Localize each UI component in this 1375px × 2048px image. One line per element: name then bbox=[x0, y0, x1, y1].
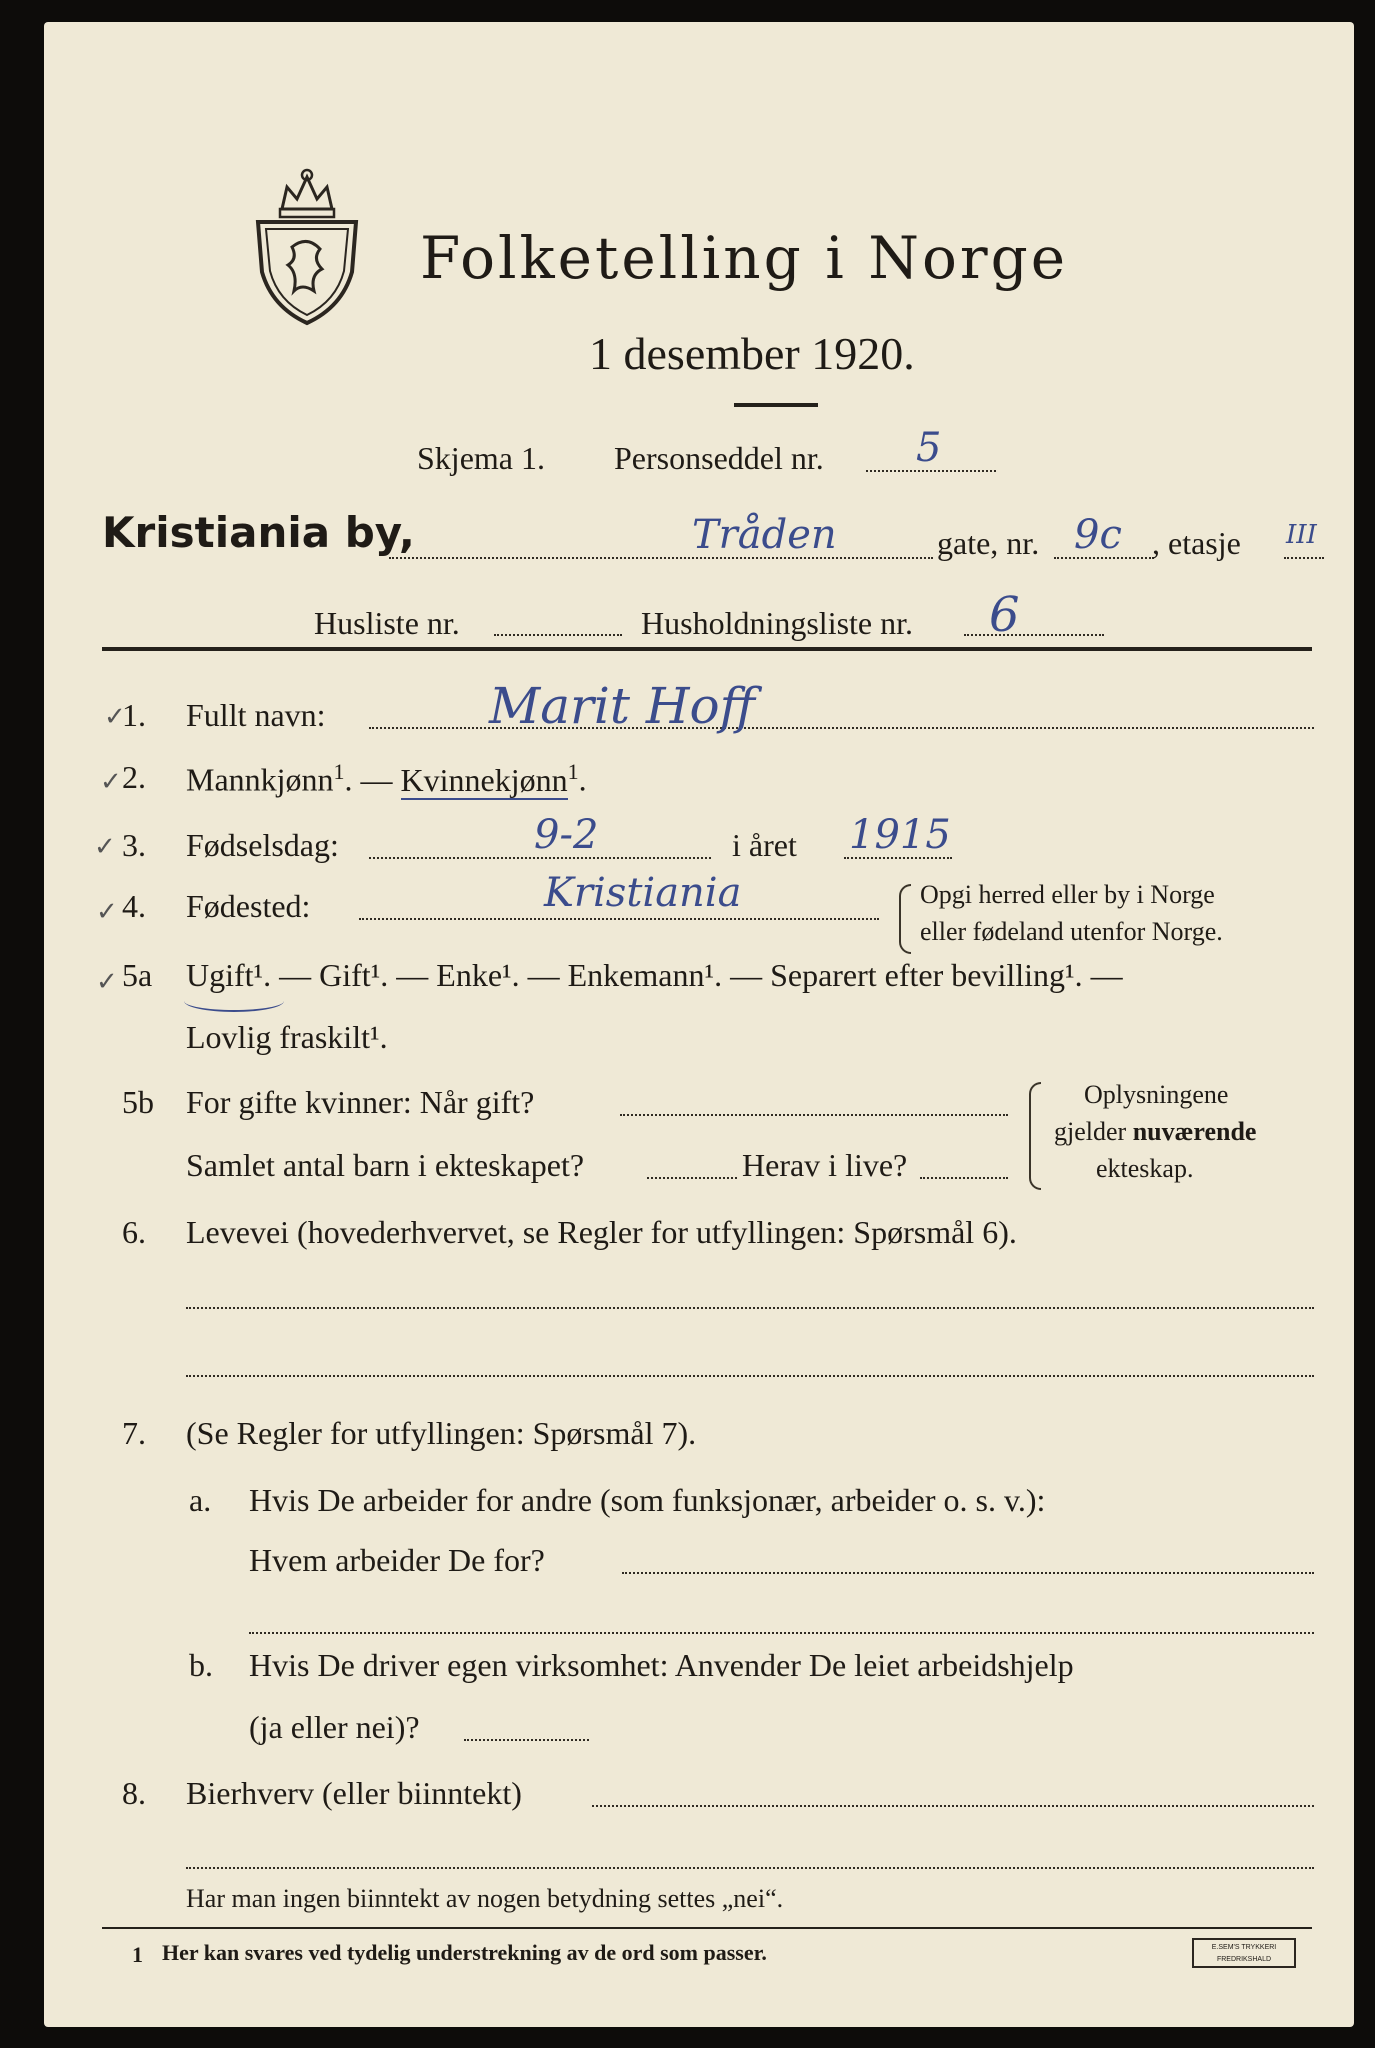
q2-number: 2. bbox=[122, 759, 146, 795]
q5b-note-line-3: ekteskap. bbox=[1096, 1154, 1194, 1183]
header-divider bbox=[102, 647, 1312, 651]
husholdning-label: Husholdningsliste nr. bbox=[641, 605, 914, 641]
q8-field-line-2[interactable] bbox=[186, 1867, 1314, 1869]
q3-year-value: 1915 bbox=[849, 812, 951, 858]
q6-field-line-1[interactable] bbox=[186, 1307, 1314, 1309]
q8-number: 8. bbox=[122, 1775, 146, 1811]
q7-number: 7. bbox=[122, 1415, 146, 1451]
q5b-label-1: For gifte kvinner: Når gift? bbox=[186, 1084, 535, 1120]
q3-value: 9-2 bbox=[534, 812, 599, 858]
q4-note-line-1: Opgi herred eller by i Norge bbox=[920, 880, 1215, 909]
q7a-question: Hvem arbeider De for? bbox=[249, 1542, 545, 1578]
q1-value: Marit Hoff bbox=[489, 677, 756, 735]
q7b-marker: b. bbox=[189, 1647, 213, 1683]
q7a-field-line-2[interactable] bbox=[249, 1632, 1314, 1634]
personseddel-label: Personseddel nr. bbox=[614, 440, 824, 476]
q5a-number: 5a bbox=[122, 957, 153, 993]
city-label: Kristiania by, bbox=[102, 508, 415, 557]
q4-label: Fødested: bbox=[186, 888, 311, 924]
q6-number: 6. bbox=[122, 1214, 146, 1250]
form-title: Folketelling i Norge bbox=[420, 224, 1069, 292]
q5b-children-field[interactable] bbox=[647, 1177, 737, 1179]
etasje-label: , etasje bbox=[1152, 525, 1241, 561]
footnote-mark: 1 bbox=[132, 1942, 143, 1967]
title-rule bbox=[734, 403, 818, 407]
q7a-text: Hvis De arbeider for andre (som funksjonær, arbeider o. s. v.): bbox=[249, 1482, 1046, 1518]
husliste-field[interactable] bbox=[494, 634, 622, 636]
q4-number: 4. bbox=[122, 888, 146, 924]
q3-number: 3. bbox=[122, 827, 146, 863]
etasje-field[interactable] bbox=[1284, 557, 1324, 559]
footnote-divider bbox=[102, 1927, 1312, 1929]
q8-field-line-1[interactable] bbox=[592, 1805, 1314, 1807]
q7b-question: (ja eller nei)? bbox=[249, 1709, 420, 1745]
street-value: Tråden bbox=[692, 512, 837, 558]
schema-label: Skjema 1. bbox=[417, 440, 545, 476]
q2-option-kvinnekjonn[interactable]: Kvinnekjønn bbox=[400, 761, 568, 798]
printer-stamp: E.SEM'S TRYKKERI FREDRIKSHALD bbox=[1192, 1938, 1296, 1968]
footnote-text: Her kan svares ved tydelig understrekning av de ord som passer. bbox=[162, 1940, 767, 1965]
q7b-field[interactable] bbox=[464, 1739, 589, 1741]
husholdning-field[interactable] bbox=[964, 634, 1104, 636]
q5b-label-3: Herav i live? bbox=[742, 1147, 908, 1183]
q5b-number: 5b bbox=[122, 1084, 154, 1120]
q4-field[interactable] bbox=[359, 918, 879, 920]
q5b-married-field[interactable] bbox=[620, 1114, 1008, 1116]
street-field[interactable] bbox=[389, 557, 933, 559]
q4-value: Kristiania bbox=[544, 870, 742, 916]
q1-number: 1. bbox=[122, 697, 146, 733]
q2-option-mannkjonn[interactable]: Mannkjønn bbox=[186, 761, 334, 798]
q6-field-line-2[interactable] bbox=[186, 1375, 1314, 1377]
q5b-alive-field[interactable] bbox=[920, 1177, 1008, 1179]
q5a-underline-mark bbox=[184, 990, 284, 1012]
q7b-text: Hvis De driver egen virksomhet: Anvender De leiet arbeidshjelp bbox=[249, 1647, 1074, 1683]
census-form: Folketelling i Norge 1 desember 1920. Skjema 1. Personseddel nr. 5 Kristiania by, Tråden gate, nr. 9c , etasje III Husliste nr. Husholdningsliste nr. 6 ✓ 1. Fullt navn: Marit Hoff ✓ 2. Mannkjønn$^1$. — Kvinnekjønn$^1$. ✓ 3. Fødselsdag: 9-2 i året 1915 ✓ 4. Fødested: Kristiania Opgi herred eller by i Norge eller fødeland utenfor Norge. ✓ 5a Ugift¹. — Gift¹. — Enke¹. — Enkemann¹. — Separert efter bevilling¹. — Lovlig fraskilt¹. 5b For gifte kvinner: Når gift? Samlet antal barn i ekteskapet? Herav i live? Oplysningene gjelder nuværende ekteskap. 6. Levevei (hovederhvervet, se Regler for utfyllingen: Spørsmål 6). 7. (Se Regler for utfyllingen: Spørsmål 7). a. Hvis De arbeider for andre (som funksjonær, arbeider o. s. v.): Hvem arbeider De for? b. Hvis De driver egen virksomhet: Anvender De leiet arbeidshjelp (ja eller nei)? 8. Bierhverv (eller biinntekt) Har man ingen biinntekt av nogen betydning settes „nei“. 1 Her kan svares ved tydelig understrekning av de ord som passer. E.SEM'S TRYKKERI FREDRIKSHALD bbox=[44, 22, 1354, 2027]
q7a-marker: a. bbox=[189, 1482, 212, 1518]
q4-note-line-2: eller fødeland utenfor Norge. bbox=[920, 917, 1223, 946]
q5b-note-line-2: gjelder nuværende bbox=[1054, 1117, 1257, 1146]
q8-note: Har man ingen biinntekt av nogen betydning settes „nei“. bbox=[186, 1884, 784, 1913]
q7-label: (Se Regler for utfyllingen: Spørsmål 7). bbox=[186, 1415, 697, 1451]
q2-options: Mannkjønn$^1$. — Kvinnekjønn$^1$. bbox=[186, 759, 587, 798]
q5a-options[interactable]: Ugift¹. — Gift¹. — Enke¹. — Enkemann¹. — Separert efter bevilling¹. — bbox=[186, 957, 1123, 993]
q7a-field-line-1[interactable] bbox=[622, 1572, 1314, 1574]
q3-year-label: i året bbox=[732, 827, 797, 863]
census-date: 1 desember 1920. bbox=[589, 328, 915, 379]
q6-label: Levevei (hovederhvervet, se Regler for utfyllingen: Spørsmål 6). bbox=[186, 1214, 1017, 1250]
q5b-label-2: Samlet antal barn i ekteskapet? bbox=[186, 1147, 585, 1183]
gate-nr-value: 9c bbox=[1074, 512, 1122, 558]
personseddel-value: 5 bbox=[916, 425, 942, 471]
q3-label: Fødselsdag: bbox=[186, 827, 339, 863]
coat-of-arms-icon bbox=[252, 167, 362, 327]
gate-label: gate, nr. bbox=[937, 525, 1040, 561]
q8-label: Bierhverv (eller biinntekt) bbox=[186, 1775, 522, 1811]
q5b-note-line-1: Oplysningene bbox=[1084, 1080, 1229, 1109]
husliste-label: Husliste nr. bbox=[314, 605, 460, 641]
q5a-options-line-2[interactable]: Lovlig fraskilt¹. bbox=[186, 1019, 388, 1055]
etasje-value: III bbox=[1286, 520, 1317, 550]
husholdning-value: 6 bbox=[989, 587, 1020, 643]
q1-label: Fullt navn: bbox=[186, 697, 326, 733]
